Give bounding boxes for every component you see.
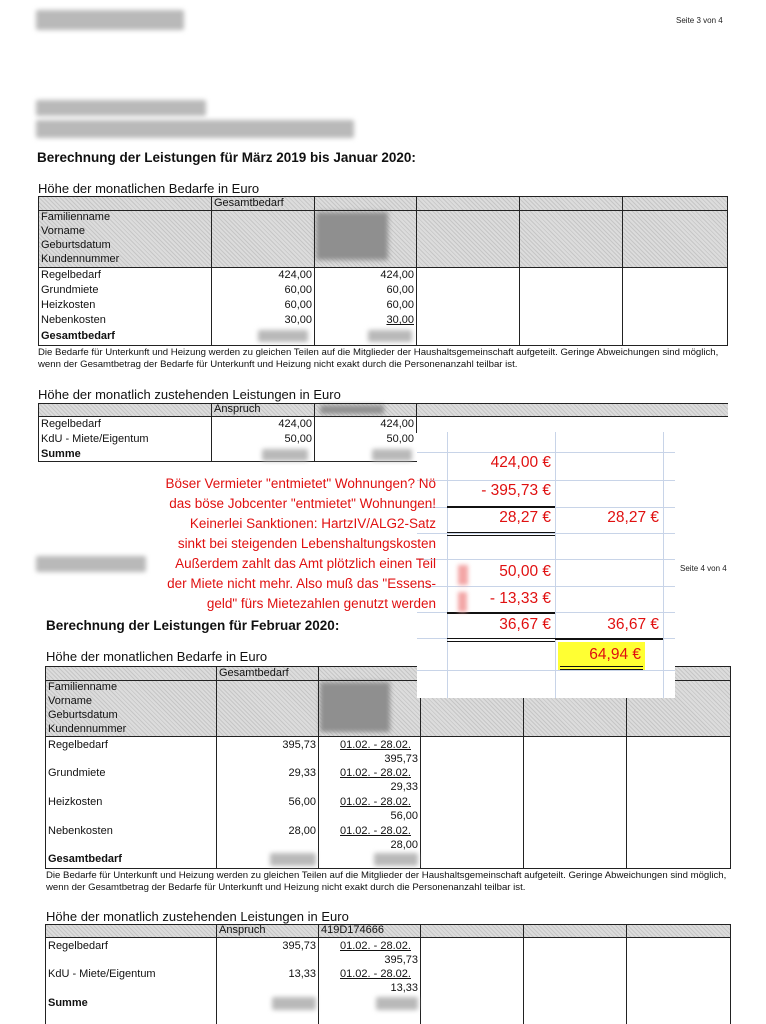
- table-heading: Höhe der monatlich zustehenden Leistungen in Euro: [38, 387, 341, 402]
- field-label: Geburtsdatum: [41, 239, 111, 251]
- redacted-person: [320, 682, 390, 732]
- annotation-line: Böser Vermieter "entmietet" Wohnungen? Nö: [165, 476, 436, 491]
- redacted-sum: [258, 330, 308, 342]
- total-value: 60,00: [284, 284, 312, 296]
- period: 01.02. - 28.02.: [340, 968, 411, 980]
- annotation-line: Keinerlei Sanktionen: HartzIV/ALG2-Satz: [189, 516, 436, 531]
- total-value: 30,00: [284, 314, 312, 326]
- person-value: 50,00: [386, 433, 414, 445]
- field-label: Familienname: [41, 211, 111, 223]
- customer-id: 419D174666: [321, 924, 385, 936]
- row-label: KdU - Miete/Eigentum: [41, 433, 149, 445]
- row-label: Nebenkosten: [48, 825, 113, 837]
- header-row: [45, 924, 731, 937]
- sub-value: 13,33: [390, 982, 418, 994]
- page-number: Seite 3 von 4: [676, 16, 723, 25]
- redacted-sum: [270, 853, 316, 866]
- person-value: 30,00: [386, 314, 414, 326]
- footnote: Die Bedarfe für Unterkunft und Heizung werden zu gleichen Teilen auf die Mitglieder der Haushaltsgemeinschaft aufgeteilt. Geringe Abweichungen sind möglich, wenn der Gesamtbetrag der Bedarfe für Unterkunft und Heizung nicht exakt durch die Personenanzahl teilbar ist.: [46, 870, 727, 893]
- column-header: Anspruch: [214, 403, 261, 415]
- cell-value: 28,27 €: [607, 509, 659, 526]
- section-title: Berechnung der Leistungen für Februar 2020:: [46, 618, 340, 633]
- redacted-sum: [376, 997, 418, 1010]
- sum-label: Summe: [41, 448, 81, 460]
- redacted-value: [458, 565, 468, 585]
- period: 01.02. - 28.02.: [340, 825, 411, 837]
- cell-value: - 13,33 €: [489, 590, 551, 607]
- redacted-address: [36, 120, 354, 138]
- row-label: Heizkosten: [41, 299, 96, 311]
- redacted-value: [458, 592, 467, 612]
- row-label: Regelbedarf: [41, 418, 101, 430]
- annotation-line: der Miete nicht mehr. Also muß das "Essens-: [167, 576, 436, 591]
- highlighted-total: 64,94 €: [589, 646, 641, 663]
- redacted-sum: [262, 449, 308, 461]
- period: 01.02. - 28.02.: [340, 940, 411, 952]
- redacted-sum: [372, 449, 412, 461]
- row-label: Regelbedarf: [41, 269, 101, 281]
- total-value: 56,00: [288, 796, 316, 808]
- field-label: Kundennummer: [48, 723, 127, 735]
- row-label: Regelbedarf: [48, 739, 108, 751]
- sub-value: 29,33: [390, 781, 418, 793]
- total-value: 424,00: [278, 269, 312, 281]
- redacted-id: [320, 405, 384, 414]
- period: 01.02. - 28.02.: [340, 739, 411, 751]
- redacted-sum: [272, 997, 316, 1010]
- sub-value: 395,73: [384, 753, 418, 765]
- field-label: Vorname: [41, 225, 86, 237]
- field-label: Kundennummer: [41, 253, 120, 265]
- total-value: 424,00: [278, 418, 312, 430]
- redacted-address: [36, 100, 206, 116]
- column-header: Anspruch: [219, 924, 266, 936]
- header-row: [38, 196, 728, 210]
- annotation-text: [0, 474, 436, 614]
- redacted-sum: [368, 330, 412, 342]
- total-value: 29,33: [288, 767, 316, 779]
- row-label: Regelbedarf: [48, 940, 108, 952]
- total-value: 50,00: [284, 433, 312, 445]
- column-header: Gesamtbedarf: [214, 197, 284, 209]
- annotation-line: geld" fürs Mietezahlen genutzt werden: [206, 596, 436, 611]
- annotation-line: das böse Jobcenter "entmietet" Wohnungen!: [169, 496, 436, 511]
- row-label: Heizkosten: [48, 796, 103, 808]
- person-value: 424,00: [380, 269, 414, 281]
- cell-value: - 395,73 €: [481, 482, 551, 499]
- total-value: 13,33: [288, 968, 316, 980]
- row-label: KdU - Miete/Eigentum: [48, 968, 156, 980]
- total-value: 60,00: [284, 299, 312, 311]
- table-heading: Höhe der monatlich zustehenden Leistungen in Euro: [46, 909, 349, 924]
- row-label: Grundmiete: [41, 284, 99, 296]
- footnote: Die Bedarfe für Unterkunft und Heizung werden zu gleichen Teilen auf die Mitglieder der Haushaltsgemeinschaft aufgeteilt. Geringe Abweichungen sind möglich, wenn der Gesamtbetrag der Bedarfe für Unterkunft und Heizung nicht exakt durch die Personenanzahl teilbar ist.: [38, 347, 719, 370]
- spreadsheet-overlay: [417, 432, 675, 698]
- person-value: 60,00: [386, 299, 414, 311]
- person-value: 424,00: [380, 418, 414, 430]
- total-value: 395,73: [282, 739, 316, 751]
- table-heading: Höhe der monatlichen Bedarfe in Euro: [38, 181, 260, 196]
- sub-value: 395,73: [384, 954, 418, 966]
- cell-value: 424,00 €: [490, 454, 551, 471]
- section-title: Berechnung der Leistungen für März 2019 bis Januar 2020:: [37, 150, 416, 165]
- sum-label: Gesamtbedarf: [41, 330, 115, 342]
- column-header: Gesamtbedarf: [219, 667, 289, 679]
- sum-label: Gesamtbedarf: [48, 853, 122, 865]
- period: 01.02. - 28.02.: [340, 796, 411, 808]
- annotation-line: sinkt bei steigenden Lebenshaltungskosten: [177, 536, 436, 551]
- total-value: 395,73: [282, 940, 316, 952]
- field-label: Geburtsdatum: [48, 709, 118, 721]
- cell-value: 36,67 €: [499, 616, 551, 633]
- row-label: Nebenkosten: [41, 314, 106, 326]
- redacted-sum: [374, 853, 418, 866]
- person-value: 60,00: [386, 284, 414, 296]
- cell-value: 28,27 €: [499, 509, 551, 526]
- field-label: Vorname: [48, 695, 93, 707]
- sum-label: Summe: [48, 997, 88, 1009]
- redacted-person: [316, 212, 388, 260]
- total-value: 28,00: [288, 825, 316, 837]
- sub-value: 56,00: [390, 810, 418, 822]
- annotation-line: Außerdem zahlt das Amt plötzlich einen Teil: [175, 556, 436, 571]
- table-heading: Höhe der monatlichen Bedarfe in Euro: [46, 649, 268, 664]
- redacted-header-top: [36, 10, 184, 30]
- cell-value: 50,00 €: [499, 563, 551, 580]
- sub-value: 28,00: [390, 839, 418, 851]
- page-number: Seite 4 von 4: [680, 564, 727, 573]
- period: 01.02. - 28.02.: [340, 767, 411, 779]
- row-label: Grundmiete: [48, 767, 106, 779]
- field-label: Familienname: [48, 681, 118, 693]
- cell-value: 36,67 €: [607, 616, 659, 633]
